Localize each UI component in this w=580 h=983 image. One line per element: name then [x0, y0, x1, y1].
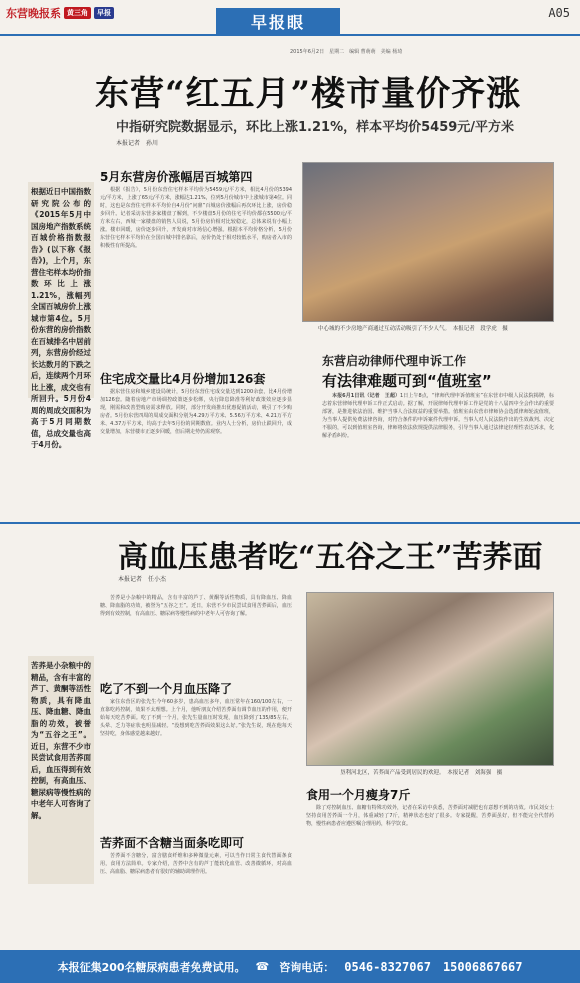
- story1-body1-text: 根据《报告》，5月份东营住宅样本平均价为5459元/平方米，相比4月份的5394元/平方米，上涨了65元/平方米，涨幅达1.21%，位列5月份城市中上涨城市第4位。同时，这也是东营住宅样本平均价自4月份“问鼎”百城房价涨幅后再次环比上涨，房价稳步回升。记者采访东营多家楼盘了解到，不少楼盘5月份的住宅平均价都在5500元/平方米左右，西城一家楼盘的销售人员说，5月份房价相对比较稳定，总体来说有小幅上涨。楼市回暖，房价逐步回升，开发商对市场信心增强。根据本平均价格分析，5月份东营住宅样本平均价在全国百城中排名靠后，房价仍处于相对较低水平，购房者入市的积极性有所提高。: [100, 187, 292, 249]
- ad-phone-label: 咨询电话：: [279, 960, 335, 974]
- story1-photo-caption: 中心城的不少房地产商通过互动活动吸引了不少人气。 本报记者 段学虎 摄: [318, 326, 508, 332]
- story3-body1: [100, 698, 292, 826]
- story3-headline: 高血压患者吃“五谷之王”苦荞面: [118, 540, 543, 575]
- story1-author: 本报记者 孙川: [116, 140, 159, 147]
- story3-photo-caption: 垦利河北区，苦荞面产品受到居民的欢迎。 本报记者 刘海强 摄: [340, 770, 503, 776]
- story1-subheadline: 中指研究院数据显示，环比上涨1.21%，样本平均价5459元/平方米: [116, 120, 515, 135]
- ad-phone: 0546-8327067 15006867667: [344, 960, 523, 974]
- story1-sidebar-text: 根据近日中国指数研究院公布的《2015年5月中国房地产指数系统百城价格指数报告》(以下称《报告》)，上个月，东营住宅样本均价指数环比上涨1.21%，涨幅列全国百城房价上涨城市第4位。5月份东营的房价指数在百城排名中居前列，东营房价经过长达数月的下跌之后，连续两个月环比上涨，成交也有所回升。5月份4周的周成交面积为高于5月同期数值，总成交量也高于4月份。: [31, 187, 91, 449]
- story3-intro-text: 苦荞是小杂粮中的精品，含有丰富的芦丁、黄酮等活性物质，具有降血压、降血糖、降血脂的功效，被誉为“五谷之王”。近日，东营不少市民尝试食用苦荞面后，血压得到有效控制，有高血压、糖尿病等慢性病的中老年人可咨询了解。: [100, 595, 292, 617]
- paper-logo: [6, 4, 136, 22]
- story3-body2: [100, 852, 292, 942]
- brand-badge: 黄三角: [64, 7, 91, 19]
- story3-sub3: 食用一个月瘦身7斤: [306, 788, 411, 802]
- story1-body1: [100, 186, 292, 362]
- section-divider: [0, 522, 580, 524]
- story1-sub2: 住宅成交量比4月份增加126套: [100, 372, 266, 386]
- phone-icon: ☎: [255, 960, 270, 973]
- story1-sidebar: [28, 182, 94, 449]
- story2-byline: 本报6月1日讯（记者 王超）: [332, 393, 401, 399]
- story3-body2-text: 苦荞面不含糖分，富含膳食纤维和多种微量元素，可以当作日常主食代替面条食用，食用方法简单。专家介绍，苦荞中含有的芦丁能软化血管、改善微循环，对高血压、高血脂、糖尿病患者有很好的辅助调理作用。: [100, 853, 292, 875]
- story3-body1-text: 家住东营区的张先生今年60多岁，患高血压多年，血压常年在160/100左右，一直靠吃药控制，效果不太理想。上个月，他听朋友介绍苦荞面有调节血压的作用，便开始每天吃苦荞面。吃了不到一个月，张先生量血压时发现，血压降到了135/85左右，头晕、乏力等症状也明显减轻。“没想到吃苦荞面效果这么好。”张先生说，现在他每天坚持吃，身体感觉越来越好。: [100, 699, 292, 737]
- section-title: 早报眼: [216, 8, 340, 34]
- story3-intro: [100, 594, 292, 672]
- story3-author: 本报记者 任小杰: [118, 576, 167, 583]
- story1-sub1: 5月东营房价涨幅居百城第四: [100, 170, 253, 184]
- story2-headline: 有法律难题可到“值班室”: [322, 372, 492, 390]
- header-rule: [0, 34, 580, 36]
- brand-badge-2: 早报: [94, 7, 114, 19]
- story2-body: [322, 392, 554, 512]
- story3-sidebar: [28, 656, 94, 884]
- story2-kicker: 东营启动律师代理申诉工作: [322, 354, 467, 368]
- story2-body-text: 1日上午8点，“律师代理申诉值班室”在东营市中级人民法院揭牌，标志着东营律师代理申诉工作正式启动。据了解，开展律师代理申诉工作是党的十八届四中全会作出的重要部署，是推进依法治国、维护当事人合法权益的重要举措。值班室由东营市律师协会选派律师轮流值班，为当事人提供免费法律咨询，对符合条件的申诉案件代理申诉。当事人对人民法院作出的生效裁判、决定不服的，可以到值班室咨询，律师将依法依规提供法律服务，引导当事人通过法律途径理性表达诉求，化解矛盾纠纷。: [322, 393, 554, 439]
- page-number: A05: [548, 6, 570, 20]
- story1-headline: 东营“红五月”楼市量价齐涨: [95, 74, 522, 114]
- story3-sidebar-text: 苦荞是小杂粮中的精品，含有丰富的芦丁、黄酮等活性物质，具有降血压、降血糖、降血脂的功效，被誉为“五谷之王”。近日，东营不少市民尝试食用苦荞面后，血压得到有效控制，有高血压、糖尿病等慢性病的中老年人可咨询了解。: [31, 661, 91, 820]
- paper-name: 东营晚报系: [6, 7, 61, 20]
- story3-body3: [306, 804, 554, 942]
- story1-body2: [100, 388, 292, 516]
- dateline: 2015年6月2日 星期二 编辑 曹萌萌 美编 杨琦: [290, 49, 403, 55]
- ad-text: 本报征集200名糖尿病患者免费试用。: [57, 960, 246, 974]
- story1-photo: [302, 162, 554, 322]
- story3-sub1: 吃了不到一个月血压降了: [100, 682, 233, 696]
- story3-body3-text: 除了对控制血压、血糖有特殊功效外，记者在采访中获悉，苦荞面对减肥也有意想不到的功效。市民刘女士坚持食用苦荞面一个月，体重减轻了7斤，精神状态也好了很多。专家提醒，苦荞面虽好，但不能完全代替药物，慢性病患者应遵医嘱合理用药，科学饮食。: [306, 805, 554, 827]
- ad-banner: [0, 950, 580, 983]
- story3-photo: [306, 592, 554, 766]
- story1-body2-text: 据东营住房和城乡建设局统计，5月份东营住宅成交量达到1200余套，比4月份增加126套。随着房地产市场调控政策逐步松绑，央行降息降准等利好政策效应逐步显现，刚需和改善型购房需求释放。同时，部分开发商推出优惠促销活动，吸引了不少购房者。5月份东营四周的周成交面积分别为4.29万平方米、5.56万平方米、4.21万平方米、4.37万平方米，均高于去年5月份的同期数值。业内人士分析，房价止跌回升，成交量增加，东营楼市正逐步回暖，但后期走势仍需观察。: [100, 389, 292, 435]
- story3-sub2: 苦荞面不含糖当面条吃即可: [100, 836, 245, 850]
